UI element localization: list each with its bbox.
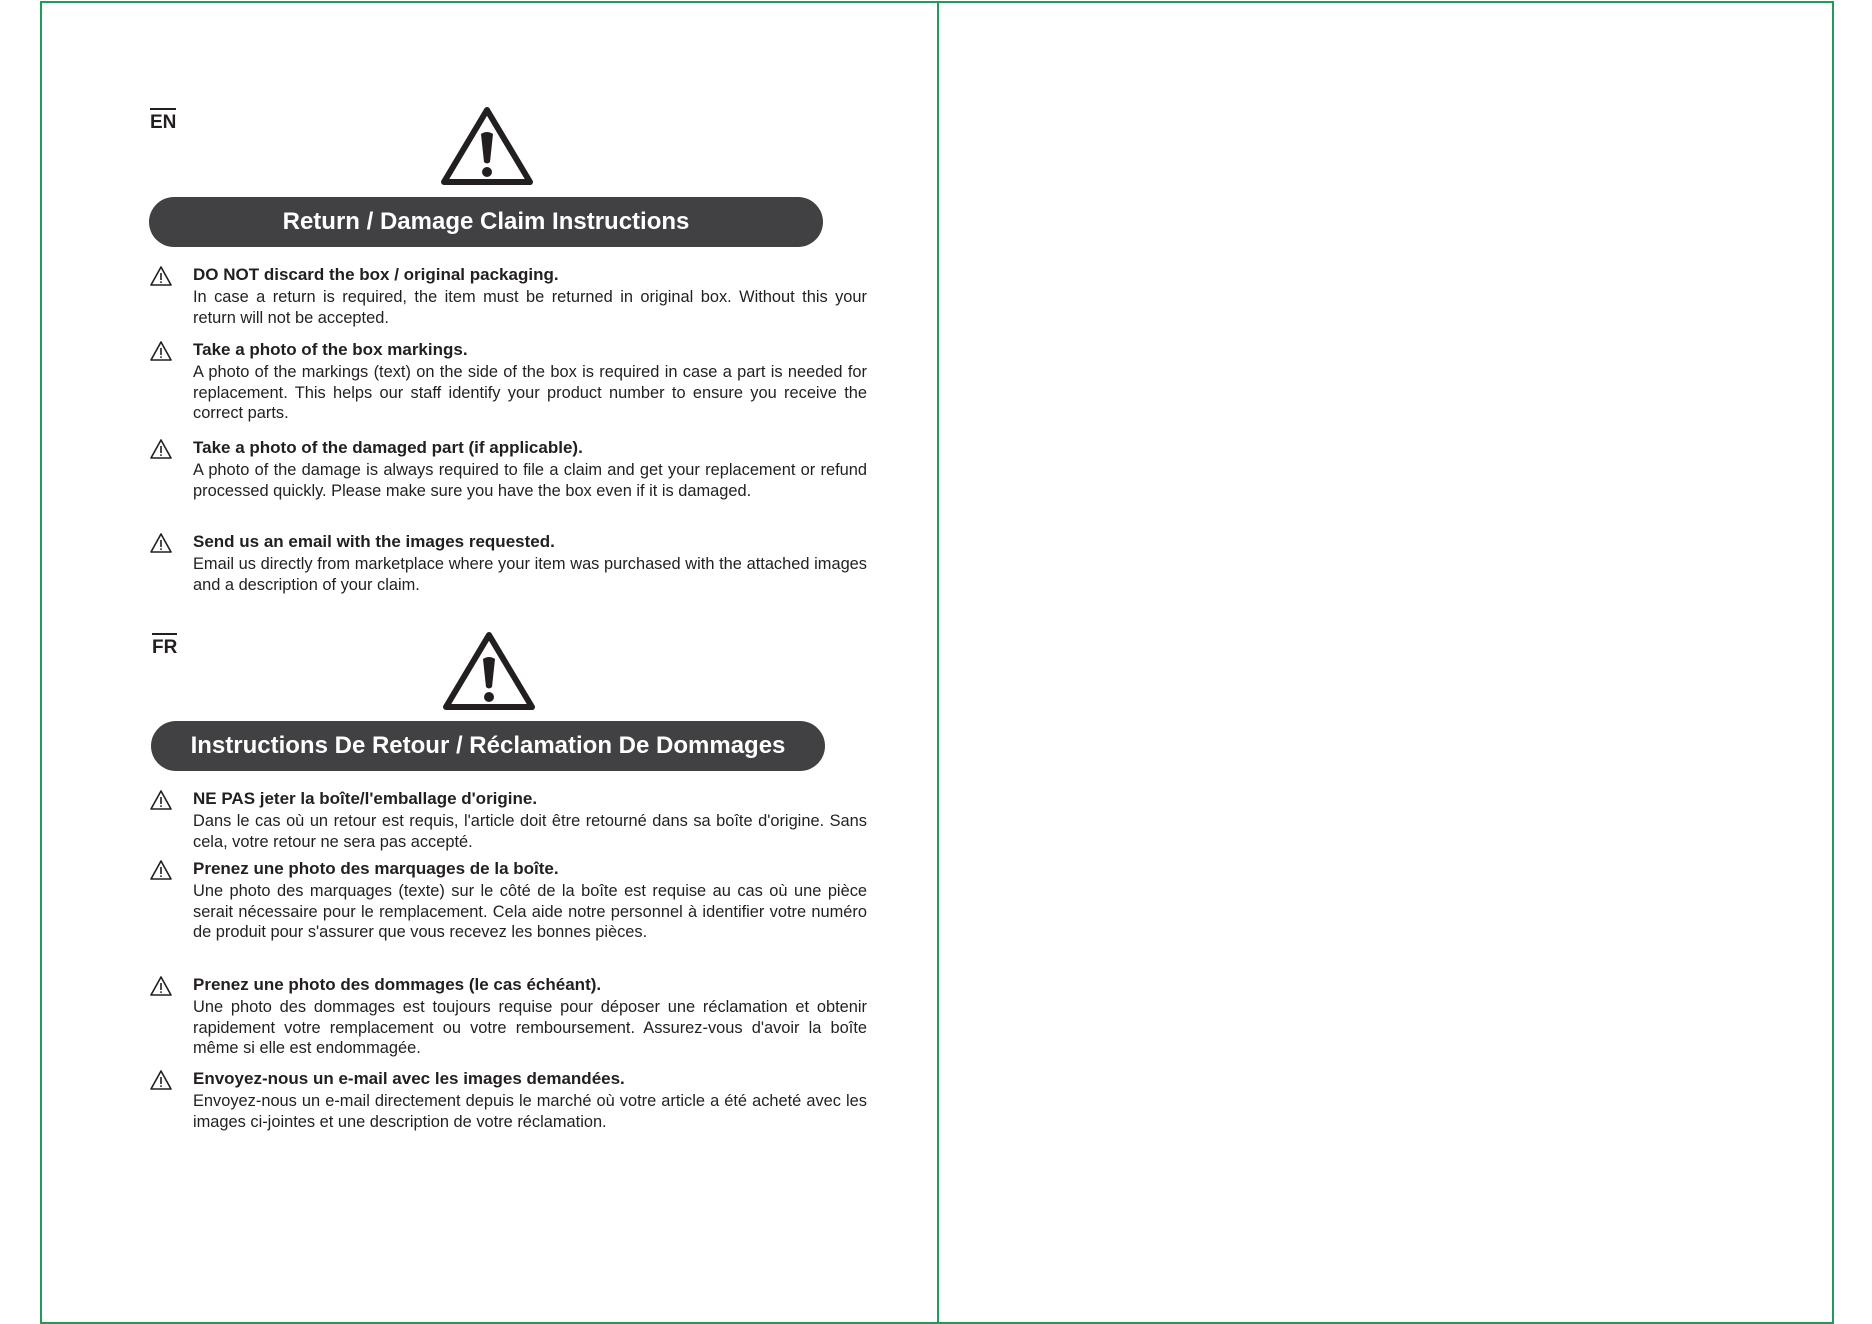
small-warning-triangle-icon xyxy=(149,265,173,287)
instruction-body: Dans le cas où un retour est requis, l'article doit être retourné dans sa boîte d'origine. Sans cela, votre retour ne sera pas accepté. xyxy=(193,812,867,851)
small-warning-triangle-icon xyxy=(149,1069,173,1091)
small-warning-triangle-icon xyxy=(149,438,173,460)
instruction-body: Email us directly from marketplace where your item was purchased with the attached images and a description of your claim. xyxy=(193,555,867,594)
small-warning-triangle-icon xyxy=(149,532,173,554)
small-warning-triangle-icon xyxy=(149,859,173,881)
instruction-heading: Prenez une photo des dommages (le cas échéant). xyxy=(193,975,602,994)
frame-fold-line xyxy=(937,1,939,1324)
instruction-body: A photo of the markings (text) on the side of the box is required in case a part is needed for replacement. This helps our staff identify your product number to ensure you receive the correct parts. xyxy=(193,363,867,422)
lang-code-en: EN xyxy=(150,108,176,133)
instruction-body: Une photo des dommages est toujours requise pour déposer une réclamation et obtenir rapidement votre remplacement ou votre remboursement. Assurez-vous d'avoir la boîte même si elle est endommagée. xyxy=(193,998,867,1057)
title-bar-fr: Instructions De Retour / Réclamation De Dommages xyxy=(151,721,825,771)
instruction-heading: Envoyez-nous un e-mail avec les images demandées. xyxy=(193,1069,625,1088)
small-warning-triangle-icon xyxy=(149,975,173,997)
small-warning-triangle-icon xyxy=(149,789,173,811)
warning-triangle-icon xyxy=(442,631,536,711)
instruction-body: A photo of the damage is always required to file a claim and get your replacement or refund processed quickly. Please make sure you have the box even if it is damaged. xyxy=(193,461,867,500)
instruction-heading: Send us an email with the images requested. xyxy=(193,532,555,551)
title-bar-en: Return / Damage Claim Instructions xyxy=(149,197,823,247)
instruction-heading: DO NOT discard the box / original packaging. xyxy=(193,265,559,284)
instruction-body: In case a return is required, the item must be returned in original box. Without this your return will not be accepted. xyxy=(193,288,867,327)
instruction-heading: Prenez une photo des marquages de la boîte. xyxy=(193,859,559,878)
frame-right-border xyxy=(1832,1,1834,1324)
lang-code-fr: FR xyxy=(152,633,177,658)
instruction-body: Envoyez-nous un e-mail directement depuis le marché où votre article a été acheté avec les images ci-jointes et une description de votre réclamation. xyxy=(193,1092,867,1131)
instruction-heading: Take a photo of the damaged part (if applicable). xyxy=(193,438,583,457)
small-warning-triangle-icon xyxy=(149,340,173,362)
instruction-body: Une photo des marquages (texte) sur le côté de la boîte est requise au cas où une pièce serait nécessaire pour le remplacement. Cela aide notre personnel à identifier votre numéro de produit pour s'assurer que vous recevez les bonnes pièces. xyxy=(193,882,867,941)
instruction-heading: Take a photo of the box markings. xyxy=(193,340,468,359)
instruction-heading: NE PAS jeter la boîte/l'emballage d'origine. xyxy=(193,789,538,808)
frame-left-border xyxy=(40,1,42,1324)
warning-triangle-icon xyxy=(440,106,534,186)
